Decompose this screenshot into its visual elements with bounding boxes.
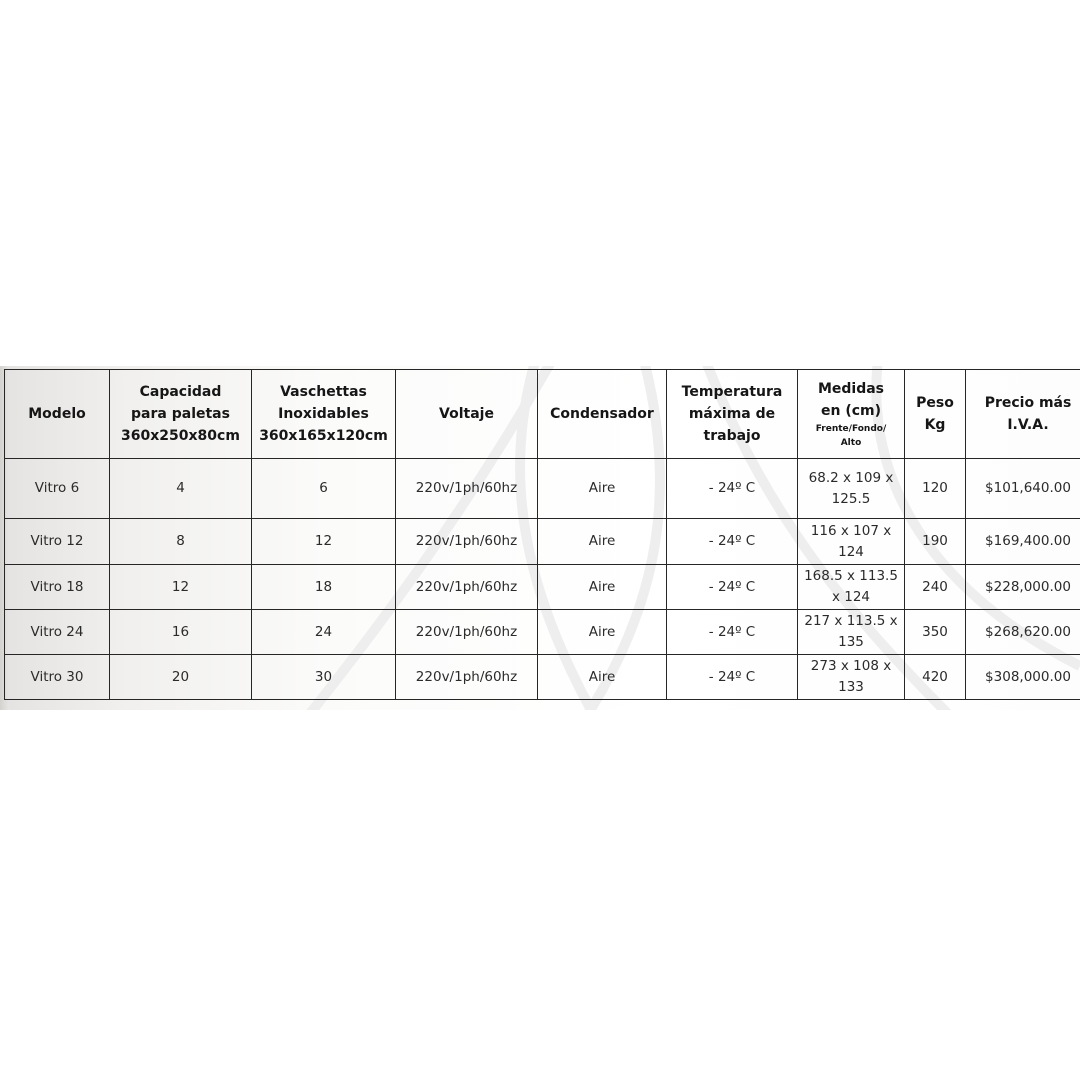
table-row [5, 655, 1080, 700]
cell-temperatura: - 24º C [667, 519, 798, 565]
header-voltaje: Voltaje [396, 370, 538, 459]
cell-voltaje: 220v/1ph/60hz [396, 519, 538, 565]
cell-peso: 120 [905, 459, 966, 519]
cell-modelo: Vitro 6 [5, 459, 110, 519]
cell-vaschettas: 18 [252, 565, 396, 610]
cell-vaschettas: 24 [252, 610, 396, 655]
cell-condensador: Aire [538, 610, 667, 655]
cell-vaschettas: 30 [252, 655, 396, 700]
header-medidas: Medidas en (cm) Frente/Fondo/ Alto [798, 370, 905, 459]
cell-peso: 350 [905, 610, 966, 655]
cell-temperatura: - 24º C [667, 655, 798, 700]
table-row [5, 459, 1080, 519]
header-precio: Precio más I.V.A. [966, 370, 1080, 459]
table-row [5, 519, 1080, 565]
cell-medidas: 217 x 113.5 x 135 [798, 610, 905, 655]
cell-precio: $228,000.00 [966, 565, 1080, 610]
header-peso: Peso Kg [905, 370, 966, 459]
cell-capacidad: 20 [110, 655, 252, 700]
cell-temperatura: - 24º C [667, 459, 798, 519]
cell-vaschettas: 6 [252, 459, 396, 519]
header-vaschettas: Vaschettas Inoxidables 360x165x120cm [252, 370, 396, 459]
spec-table [4, 369, 1080, 700]
cell-temperatura: - 24º C [667, 610, 798, 655]
cell-capacidad: 8 [110, 519, 252, 565]
cell-medidas: 273 x 108 x 133 [798, 655, 905, 700]
cell-medidas: 168.5 x 113.5 x 124 [798, 565, 905, 610]
cell-vaschettas: 12 [252, 519, 396, 565]
header-modelo: Modelo [5, 370, 110, 459]
header-row [5, 370, 1080, 459]
cell-voltaje: 220v/1ph/60hz [396, 565, 538, 610]
table-row [5, 610, 1080, 655]
cell-condensador: Aire [538, 655, 667, 700]
header-capacidad: Capacidad para paletas 360x250x80cm [110, 370, 252, 459]
cell-peso: 420 [905, 655, 966, 700]
cell-peso: 190 [905, 519, 966, 565]
cell-precio: $169,400.00 [966, 519, 1080, 565]
cell-modelo: Vitro 12 [5, 519, 110, 565]
cell-modelo: Vitro 18 [5, 565, 110, 610]
cell-voltaje: 220v/1ph/60hz [396, 459, 538, 519]
cell-capacidad: 16 [110, 610, 252, 655]
header-temperatura: Temperatura máxima de trabajo [667, 370, 798, 459]
cell-capacidad: 4 [110, 459, 252, 519]
cell-condensador: Aire [538, 519, 667, 565]
cell-condensador: Aire [538, 459, 667, 519]
cell-voltaje: 220v/1ph/60hz [396, 655, 538, 700]
cell-voltaje: 220v/1ph/60hz [396, 610, 538, 655]
cell-modelo: Vitro 30 [5, 655, 110, 700]
cell-precio: $308,000.00 [966, 655, 1080, 700]
cell-medidas: 116 x 107 x 124 [798, 519, 905, 565]
cell-peso: 240 [905, 565, 966, 610]
spec-table-container [0, 366, 1080, 710]
cell-medidas: 68.2 x 109 x 125.5 [798, 459, 905, 519]
table-row [5, 565, 1080, 610]
header-medidas-sub: Frente/Fondo/ [815, 424, 887, 434]
header-condensador: Condensador [538, 370, 667, 459]
cell-condensador: Aire [538, 565, 667, 610]
cell-temperatura: - 24º C [667, 565, 798, 610]
cell-modelo: Vitro 24 [5, 610, 110, 655]
cell-capacidad: 12 [110, 565, 252, 610]
cell-precio: $101,640.00 [966, 459, 1080, 519]
cell-precio: $268,620.00 [966, 610, 1080, 655]
